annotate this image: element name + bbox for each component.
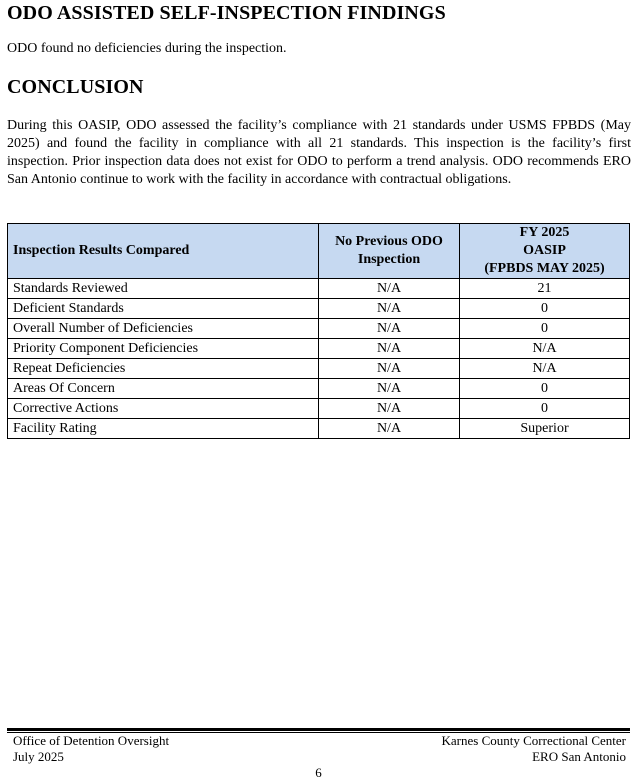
header-col0-text: Inspection Results Compared [13,243,190,258]
row-current-value: 0 [460,299,630,319]
findings-text: ODO found no deficiencies during the inspection. [7,41,287,56]
footer-date: July 2025 [13,749,64,764]
row-previous-value: N/A [319,299,460,319]
row-previous-value: N/A [319,339,460,359]
row-current-value: N/A [460,359,630,379]
row-current-value: 21 [460,279,630,299]
row-previous-value: N/A [319,399,460,419]
footer-divider-thick [7,728,630,731]
header-col2-line1: FY 2025 [519,225,570,240]
row-label: Facility Rating [8,419,319,439]
row-previous-value: N/A [319,279,460,299]
header-col2-line2: OASIP [523,243,566,258]
header-col1-line1: No Previous ODO [335,234,443,249]
header-col2-line3: (FPBDS MAY 2025) [484,261,605,276]
header-no-previous-inspection [319,224,460,279]
row-label: Standards Reviewed [8,279,319,299]
table-row [8,419,630,439]
table-row [8,319,630,339]
table-header-row [8,224,630,279]
row-current-value: Superior [460,419,630,439]
row-previous-value: N/A [319,319,460,339]
footer-office-name: Office of Detention Oversight [13,733,170,748]
table-row [8,379,630,399]
footer-right [442,733,626,765]
footer-field-office: ERO San Antonio [532,749,626,764]
footer-left [13,733,169,765]
row-previous-value: N/A [319,379,460,399]
conclusion-text: During this OASIP, ODO assessed the facility’s compliance with 21 standards under USMS FPBDS (May 2025) and found the facility in compliance with all 21 standards. This inspection is the facility’s first inspection. Prior inspection data does not exist for ODO to perform a trend analysis. ODO recommends ERO San Antonio continue to work with the facility in accordance with contractual obligations. [7,118,631,187]
row-label: Corrective Actions [8,399,319,419]
row-label: Overall Number of Deficiencies [8,319,319,339]
table-row [8,339,630,359]
row-current-value: N/A [460,339,630,359]
table-row [8,359,630,379]
table-row [8,279,630,299]
header-inspection-results-compared [8,224,319,279]
row-previous-value: N/A [319,419,460,439]
row-label: Areas Of Concern [8,379,319,399]
row-label: Priority Component Deficiencies [8,339,319,359]
header-fy2025-oasip [460,224,630,279]
table-row [8,299,630,319]
findings-heading: ODO ASSISTED SELF-INSPECTION FINDINGS [7,2,446,24]
row-previous-value: N/A [319,359,460,379]
row-label: Deficient Standards [8,299,319,319]
header-col1-line2: Inspection [357,252,421,267]
row-current-value: 0 [460,319,630,339]
table-row [8,399,630,419]
conclusion-heading: CONCLUSION [7,76,144,98]
page-number: 6 [315,765,322,780]
footer-facility-name: Karnes County Correctional Center [441,733,626,748]
row-current-value: 0 [460,379,630,399]
row-current-value: 0 [460,399,630,419]
row-label: Repeat Deficiencies [8,359,319,379]
inspection-results-table [7,223,630,439]
